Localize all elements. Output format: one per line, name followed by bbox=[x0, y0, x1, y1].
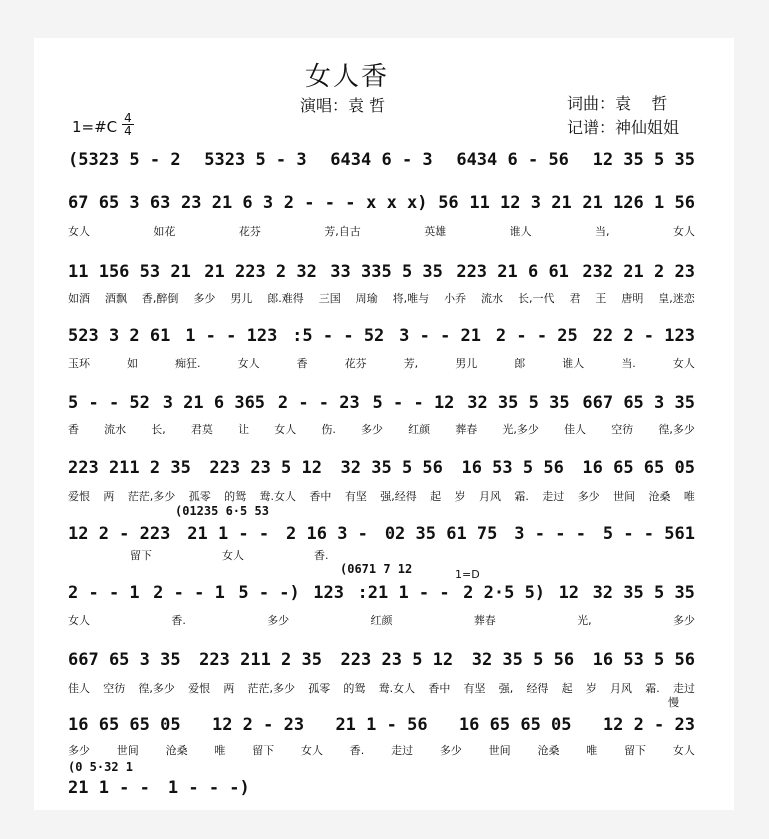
measure: 667 65 3 35 bbox=[582, 393, 695, 413]
score-line-3 bbox=[68, 262, 695, 282]
tempo-mark: 慢 bbox=[668, 696, 679, 709]
lyric-word: 孤零 bbox=[188, 490, 211, 503]
lyric-line-9 bbox=[68, 680, 695, 696]
lyric-word: 霜. bbox=[514, 490, 529, 503]
time-signature-numerator: 4 bbox=[124, 111, 132, 125]
measure: (5323 5 - 2 bbox=[68, 150, 181, 170]
lyric-word: 小乔 bbox=[444, 292, 467, 305]
lyric-word: 多少 bbox=[193, 292, 216, 305]
measure: x x x) bbox=[366, 193, 428, 213]
lyric-word: 玉环 bbox=[68, 357, 90, 370]
measure: 5 - - 52 bbox=[68, 393, 150, 413]
key-signature: 1=#C bbox=[72, 118, 118, 136]
lyric-word: 留下 bbox=[130, 549, 152, 562]
lyric-word: 红颜 bbox=[370, 614, 393, 627]
lyric-word: 红颜 bbox=[408, 423, 431, 436]
lyric-word: 佳人 bbox=[564, 423, 587, 436]
lyric-word: 长, bbox=[151, 423, 166, 436]
lyric-word: 唯 bbox=[586, 744, 598, 757]
measure: 33 335 5 35 bbox=[330, 262, 443, 282]
measure: 667 65 3 35 bbox=[68, 650, 181, 670]
measure: :5 - - 52 bbox=[292, 326, 385, 346]
lyric-line-4 bbox=[68, 355, 695, 371]
lyric-word: 留下 bbox=[624, 744, 647, 757]
measure: 22 2 - 123 bbox=[592, 326, 695, 346]
lyric-word: 徨,多少 bbox=[138, 682, 175, 695]
measure: 223 21 6 61 bbox=[456, 262, 569, 282]
lyric-word: 有坚 bbox=[463, 682, 486, 695]
measure: 21 223 2 32 bbox=[204, 262, 317, 282]
upper-voice: (01235 6·5 53 bbox=[175, 504, 269, 518]
lyric-word: 霜. bbox=[645, 682, 660, 695]
singer-credit: 演唱：袁 哲 bbox=[300, 96, 386, 115]
measure: 21 1 - - bbox=[68, 778, 150, 798]
lyric-word: 世间 bbox=[116, 744, 139, 757]
measure: 56 bbox=[438, 193, 459, 213]
lyric-word: 多少 bbox=[267, 614, 290, 627]
lyric-word: 茫茫,多少 bbox=[247, 682, 296, 695]
lyric-word: 女人 bbox=[68, 614, 90, 627]
lyric-line-5 bbox=[68, 421, 695, 437]
lyric-word: 多少 bbox=[360, 423, 383, 436]
score-line-11 bbox=[68, 778, 695, 798]
lyric-word: 起 bbox=[561, 682, 573, 695]
measure: 5 - -) bbox=[238, 583, 300, 603]
lyric-word: 男儿 bbox=[230, 292, 253, 305]
lyric-word: 郎 bbox=[514, 357, 526, 370]
score-line-8 bbox=[68, 583, 695, 603]
lyric-word: 当. bbox=[621, 357, 636, 370]
measure: 16 53 5 56 bbox=[592, 650, 695, 670]
measure: 6434 6 - 56 bbox=[456, 150, 569, 170]
upper-voice: (0671 7 12 bbox=[340, 562, 413, 576]
measure: 21 1 - 56 bbox=[335, 715, 428, 735]
lyric-word: 走过 bbox=[542, 490, 565, 503]
measure: 3 - - - bbox=[514, 524, 586, 544]
lyric-word: 鸯.女人 bbox=[378, 682, 416, 695]
lyric-word: 岁 bbox=[585, 682, 597, 695]
lyric-word: 葬春 bbox=[455, 423, 478, 436]
lyric-word: 光, bbox=[577, 614, 592, 627]
key-change: 1=D bbox=[455, 568, 480, 581]
lyric-word: 痴狂. bbox=[175, 357, 201, 370]
measure: 232 21 2 23 bbox=[582, 262, 695, 282]
score-line-6 bbox=[68, 458, 695, 478]
measure: 12 bbox=[558, 583, 580, 603]
lyric-word: 女人 bbox=[237, 357, 260, 370]
transcriber: 记谱：神仙姐姐 bbox=[567, 118, 680, 137]
score-line-2 bbox=[68, 193, 695, 213]
lyric-word: 有坚 bbox=[344, 490, 367, 503]
measure: 5 - - 12 bbox=[372, 393, 455, 413]
lyric-word: 三国 bbox=[318, 292, 341, 305]
measure: 3 21 6 365 bbox=[162, 393, 266, 413]
lyric-line-6 bbox=[68, 488, 695, 504]
lyric-word: 让 bbox=[238, 423, 250, 436]
lyric-word: 岁 bbox=[454, 490, 466, 503]
measure: 11 156 53 21 bbox=[68, 262, 191, 282]
lyric-word: 爱恨 bbox=[188, 682, 211, 695]
upper-voice: (0 5·32 1 bbox=[68, 760, 134, 774]
measure: 2 - - 1 bbox=[153, 583, 225, 603]
lyric-word: 女人 bbox=[68, 225, 90, 238]
lyric-word: 将,唯与 bbox=[392, 292, 430, 305]
lyric-line-2 bbox=[68, 223, 695, 239]
lyric-word: 谁人 bbox=[509, 225, 532, 238]
measure: 11 12 3 21 bbox=[469, 193, 572, 213]
lyric-word: 女人 bbox=[274, 423, 297, 436]
measure: 16 53 5 56 bbox=[461, 458, 564, 478]
lyric-word: 多少 bbox=[68, 744, 90, 757]
lyric-word: 孤零 bbox=[308, 682, 331, 695]
measure: 1 - - 123 bbox=[185, 326, 278, 346]
lyric-word: 唐明 bbox=[621, 292, 644, 305]
score-line-9 bbox=[68, 650, 695, 670]
song-title: 女人香 bbox=[305, 62, 390, 92]
lyric-word: 女人 bbox=[672, 357, 695, 370]
score-line-4 bbox=[68, 326, 695, 346]
lyric-word: 香 bbox=[296, 357, 308, 370]
lyric-word: 流水 bbox=[481, 292, 504, 305]
time-signature-denominator: 4 bbox=[124, 124, 132, 138]
measure: 223 23 5 12 bbox=[209, 458, 322, 478]
measure: 2 - - - bbox=[283, 193, 356, 213]
lyric-word: 沧桑 bbox=[165, 744, 188, 757]
lyric-word: 香. bbox=[314, 549, 329, 562]
measure: 123 bbox=[313, 583, 344, 603]
lyric-word: 佳人 bbox=[68, 682, 90, 695]
lyric-line-3 bbox=[68, 290, 695, 306]
lyric-word: 如花 bbox=[153, 225, 176, 238]
lyric-word: 多少 bbox=[577, 490, 600, 503]
measure: 1 - - -) bbox=[167, 778, 250, 798]
measure: 12 2 - 23 bbox=[211, 715, 305, 735]
measure: 2 - - 25 bbox=[495, 326, 578, 346]
lyric-word: 香 bbox=[68, 423, 79, 436]
measure: 2 16 3 - bbox=[286, 524, 368, 544]
lyric-word: 徨,多少 bbox=[658, 423, 695, 436]
lyric-word: 世间 bbox=[613, 490, 636, 503]
lyric-word: 香. bbox=[349, 744, 365, 757]
lyric-word: 女人 bbox=[300, 744, 323, 757]
lyric-word: 两 bbox=[223, 682, 235, 695]
measure: 21 1 - - bbox=[187, 524, 270, 544]
score-line-5 bbox=[68, 393, 695, 413]
lyric-word: 香中 bbox=[309, 490, 332, 503]
lyric-word: 英雄 bbox=[424, 225, 447, 238]
lyric-word: 留下 bbox=[252, 744, 275, 757]
lyric-word: 空彷 bbox=[611, 423, 634, 436]
time-signature bbox=[122, 112, 134, 137]
lyric-word: 酒飘 bbox=[104, 292, 127, 305]
lyric-word: 葬春 bbox=[473, 614, 496, 627]
lyric-word: 女人 bbox=[672, 225, 695, 238]
measure: 523 3 2 61 bbox=[68, 326, 171, 346]
measure: 32 35 5 35 bbox=[592, 583, 695, 603]
measure: 02 35 61 75 bbox=[384, 524, 498, 544]
lyric-line-10 bbox=[68, 742, 695, 758]
lyric-word: 走过 bbox=[391, 744, 414, 757]
lyric-word: 走过 bbox=[672, 682, 695, 695]
measure: 2 2·5 5) bbox=[463, 583, 546, 603]
lyric-word: 强, bbox=[498, 682, 514, 695]
measure: 16 65 65 05 bbox=[458, 715, 572, 735]
lyric-word: 鸯.女人 bbox=[259, 490, 297, 503]
lyric-word: 芳,自古 bbox=[324, 225, 361, 238]
lyric-word: 如 bbox=[127, 357, 139, 370]
lyric-word: 茫茫,多少 bbox=[127, 490, 176, 503]
lyric-word: 唯 bbox=[683, 490, 695, 503]
lyric-word: 多少 bbox=[439, 744, 462, 757]
lyric-line-7 bbox=[130, 547, 757, 563]
lyric-word: 芳, bbox=[403, 357, 419, 370]
measure: 32 35 5 56 bbox=[471, 650, 575, 670]
lyric-word: 男儿 bbox=[455, 357, 478, 370]
lyric-word: 伤. bbox=[321, 423, 336, 436]
lyric-word: 空彷 bbox=[103, 682, 126, 695]
measure: 3 - - 21 bbox=[399, 326, 482, 346]
lyric-word: 强,经得 bbox=[380, 490, 417, 503]
measure: 21 126 1 56 bbox=[582, 193, 695, 213]
lyric-word: 唯 bbox=[214, 744, 226, 757]
lyric-word: 女人 bbox=[222, 549, 244, 562]
measure: 12 2 - 23 bbox=[602, 715, 695, 735]
lyric-word: 沧桑 bbox=[648, 490, 671, 503]
measure: 223 211 2 35 bbox=[199, 650, 322, 670]
measure: :21 1 - - bbox=[357, 583, 450, 603]
lyric-word: 流水 bbox=[104, 423, 127, 436]
lyric-word: 花芬 bbox=[238, 225, 261, 238]
lyric-word: 月风 bbox=[478, 490, 501, 503]
lyric-word: 爱恨 bbox=[68, 490, 90, 503]
score-line-7 bbox=[68, 524, 695, 544]
lyric-word: 谁人 bbox=[562, 357, 585, 370]
measure: 223 211 2 35 bbox=[68, 458, 191, 478]
lyric-word: 女人 bbox=[672, 744, 695, 757]
lyric-word: 香. bbox=[171, 614, 186, 627]
measure: 16 65 65 05 bbox=[582, 458, 695, 478]
lyric-word: 如酒 bbox=[68, 292, 90, 305]
lyric-line-8 bbox=[68, 612, 695, 628]
lyric-word: 香中 bbox=[428, 682, 451, 695]
lyric-word: 周瑜 bbox=[355, 292, 378, 305]
score-line-10 bbox=[68, 715, 695, 735]
measure: 5323 5 - 3 bbox=[204, 150, 307, 170]
lyric-word: 多少 bbox=[672, 614, 695, 627]
lyric-word: 皇,迷恋 bbox=[658, 292, 695, 305]
lyric-word: 王 bbox=[595, 292, 607, 305]
measure: 2 - - 23 bbox=[277, 393, 360, 413]
measure: 12 2 - 223 bbox=[68, 524, 171, 544]
measure: 2 - - 1 bbox=[68, 583, 140, 603]
measure: 67 65 3 63 bbox=[68, 193, 171, 213]
lyric-word: 香,醉倒 bbox=[141, 292, 179, 305]
measure: 12 35 5 35 bbox=[592, 150, 695, 170]
lyric-word: 当, bbox=[595, 225, 610, 238]
lyric-word: 起 bbox=[430, 490, 442, 503]
credits-block bbox=[567, 92, 679, 140]
lyric-word: 光,多少 bbox=[502, 423, 539, 436]
lyric-word: 君 bbox=[569, 292, 581, 305]
lyric-word: 经得 bbox=[526, 682, 549, 695]
measure: 32 35 5 35 bbox=[467, 393, 570, 413]
lyric-word: 两 bbox=[103, 490, 115, 503]
measure: 5 - - 561 bbox=[602, 524, 695, 544]
lyric-word: 君莫 bbox=[190, 423, 213, 436]
lyric-word: 沧桑 bbox=[537, 744, 560, 757]
measure: 32 35 5 56 bbox=[340, 458, 443, 478]
lyricist-composer: 词曲：袁 哲 bbox=[567, 94, 668, 113]
lyric-word: 的鸳 bbox=[224, 490, 247, 503]
lyric-word: 花芬 bbox=[344, 357, 367, 370]
lyric-word: 世间 bbox=[488, 744, 511, 757]
score-line-1 bbox=[68, 150, 695, 170]
lyric-word: 长,一代 bbox=[517, 292, 555, 305]
measure: 16 65 65 05 bbox=[68, 715, 181, 735]
measure: 6434 6 - 3 bbox=[330, 150, 433, 170]
measure: 223 23 5 12 bbox=[340, 650, 454, 670]
lyric-word: 月风 bbox=[610, 682, 633, 695]
lyric-word: 的鸳 bbox=[343, 682, 366, 695]
measure: 23 21 6 3 bbox=[181, 193, 274, 213]
lyric-word: 郎.难得 bbox=[267, 292, 304, 305]
